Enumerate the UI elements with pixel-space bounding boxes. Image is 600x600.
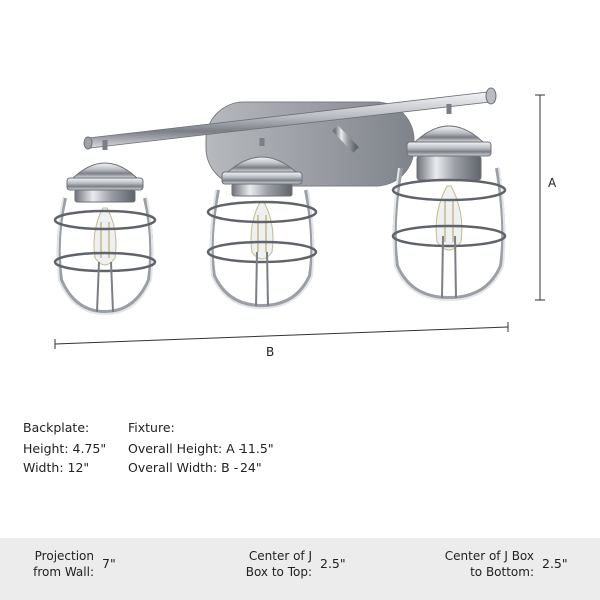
fixture-width-value: 24" [239, 460, 262, 475]
jbox-bottom-value: 2.5" [542, 556, 568, 571]
jbox-top-label-line1: Center of J [248, 549, 312, 563]
jbox-bottom-label-line1: Center of J Box [444, 549, 534, 563]
projection-cell [30, 548, 116, 580]
dimension-a-line [535, 95, 545, 300]
fixture-height-label: Overall Height: A - [128, 441, 244, 456]
projection-label-line2: from Wall: [33, 565, 94, 579]
fixture-width-row [128, 458, 274, 477]
dimension-b-label: B [266, 345, 275, 359]
backplate-specs [23, 418, 106, 477]
fixture-height-row [128, 439, 274, 458]
jbox-top-value: 2.5" [320, 556, 346, 571]
backplate-width-row [23, 458, 106, 477]
projection-value: 7" [102, 556, 116, 571]
fixture-specs [128, 418, 274, 477]
jbox-top-label [244, 548, 312, 580]
jbox-top-cell [244, 548, 346, 580]
jbox-bottom-cell [440, 548, 568, 580]
backplate-height-value: 4.75" [72, 441, 107, 456]
backplate-heading: Backplate: [23, 420, 90, 435]
backplate-height-row [23, 439, 106, 458]
fixture-height-value: 11.5" [239, 441, 274, 456]
fixture-heading: Fixture: [128, 420, 175, 435]
projection-label [30, 548, 94, 580]
jbox-top-label-line2: Box to Top: [245, 565, 312, 579]
footer-measurements [0, 538, 600, 600]
jbox-bottom-label [440, 548, 534, 580]
backplate-width-value: 12" [67, 460, 90, 475]
fixture-width-label: Overall Width: B - [128, 460, 239, 475]
dimension-b-line [55, 322, 508, 349]
projection-label-line1: Projection [34, 549, 94, 563]
backplate-height-label: Height: [23, 441, 69, 456]
backplate-width-label: Width: [23, 460, 64, 475]
shade-left [55, 140, 155, 314]
dimension-a-label: A [548, 176, 557, 190]
jbox-bottom-label-line2: to Bottom: [470, 565, 534, 579]
